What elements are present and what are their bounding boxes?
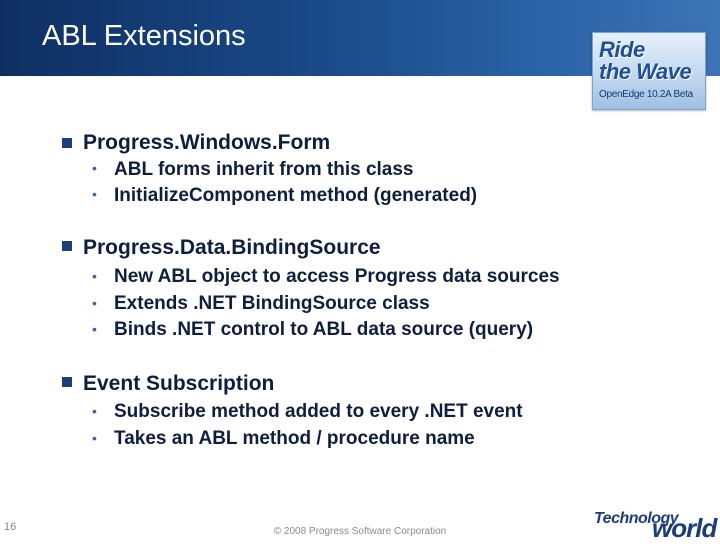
logo-ride-line2: the Wave — [599, 59, 692, 84]
section-bullet-icon — [62, 138, 72, 148]
sub-bullet-icon: • — [92, 295, 97, 311]
section-title: Progress.Windows.Form — [83, 131, 331, 154]
section-title: Progress.Data.BindingSource — [83, 236, 381, 259]
sub-bullet-icon: • — [92, 403, 97, 419]
list-item: Extends .NET BindingSource class — [114, 293, 430, 314]
ride-the-wave-logo — [592, 32, 706, 110]
list-item: ABL forms inherit from this class — [114, 159, 414, 180]
slide-title: ABL Extensions — [42, 20, 246, 52]
sub-bullet-icon: • — [92, 186, 97, 202]
list-item: New ABL object to access Progress data sources — [114, 266, 560, 287]
list-item: Binds .NET control to ABL data source (query) — [114, 319, 534, 340]
logo-tw-line2: world — [652, 513, 717, 543]
sub-bullet-icon: • — [92, 430, 97, 446]
logo-ride-subtitle: OpenEdge 10.2A Beta — [599, 89, 693, 100]
list-item: Subscribe method added to every .NET event — [114, 401, 523, 422]
list-item: Takes an ABL method / procedure name — [114, 428, 475, 449]
list-item: InitializeComponent method (generated) — [114, 185, 478, 206]
technology-world-logo — [594, 510, 718, 543]
slide-number: 16 — [4, 521, 17, 533]
copyright-notice: © 2008 Progress Software Corporation — [273, 526, 447, 537]
section-title: Event Subscription — [83, 372, 275, 395]
section-bullet-icon — [62, 377, 72, 387]
section-bullet-icon — [62, 241, 72, 251]
sub-bullet-icon: • — [92, 268, 97, 284]
sub-bullet-icon: • — [92, 321, 97, 337]
logo-ride-line1: Ride — [599, 37, 645, 62]
logo-tw-line1: Technology — [594, 510, 679, 527]
sub-bullet-icon: • — [92, 160, 97, 176]
